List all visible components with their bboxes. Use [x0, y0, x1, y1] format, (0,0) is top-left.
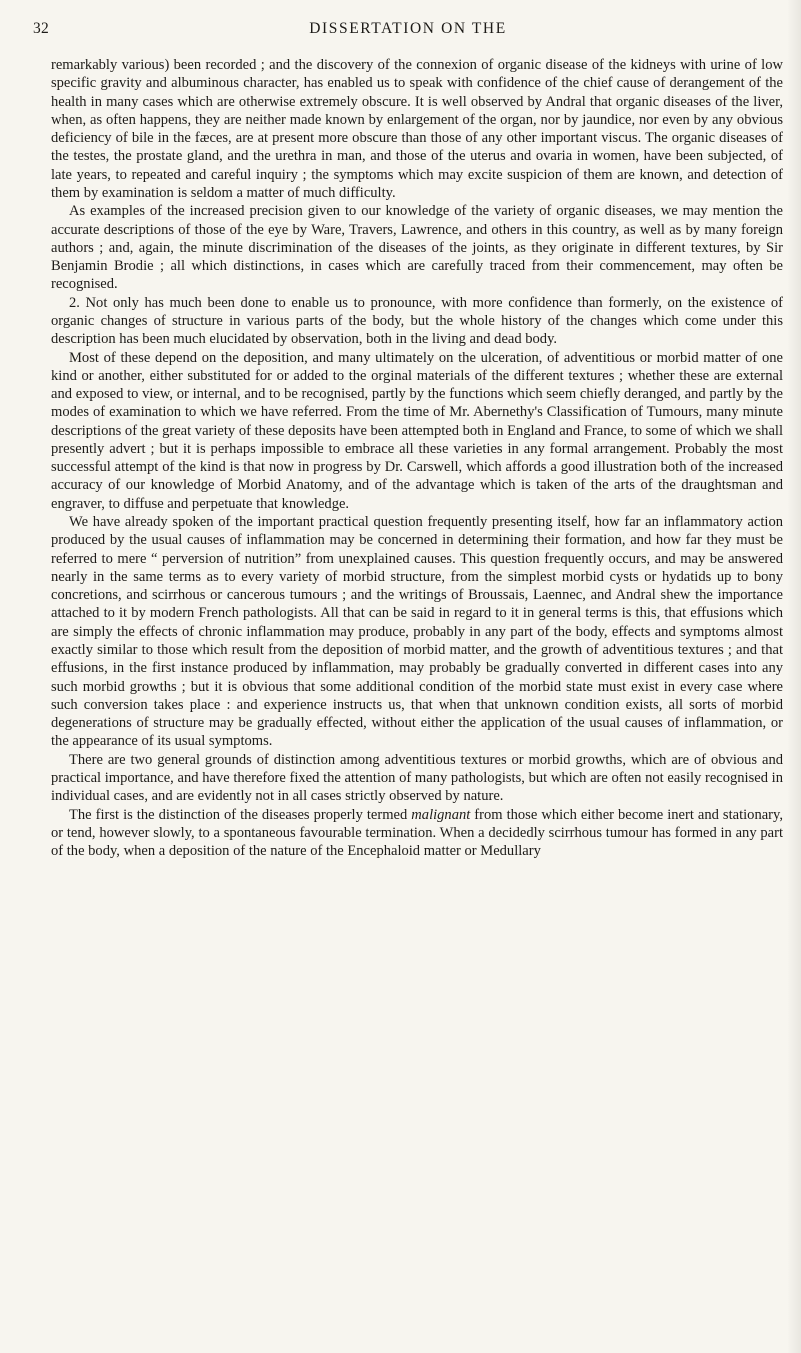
paragraph-6: There are two general grounds of distinction among adventitious textures or morbid growths, which are of obvious and practical importance, and have therefore fixed the attention of many pathologists, but which are often not easily recognised in individual cases, and are evidently not in all cases strictly observed by nature.	[51, 751, 783, 805]
paragraph-3: 2. Not only has much been done to enable us to pronounce, with more confidence than formerly, on the existence of organic changes of structure in various parts of the body, but the whole history of the changes which come under this description has been much elucidated by observation, both in the living and dead body.	[51, 294, 783, 348]
paragraph-4: Most of these depend on the deposition, and many ultimately on the ulceration, of adventitious or morbid matter of one kind or another, either substituted for or added to the orginal materials of the different textures ; whether these are external and exposed to view, or internal, and to be recognised, partly by the functions which seem chiefly deranged, and partly by the modes of examination to which we have referred. From the time of Mr. Abernethy's Classification of Tumours, many minute descriptions of the great variety of these deposits have been attempted both in England and France, to some of which we shall presently advert ; but it is perhaps impossible to embrace all these varieties in any formal arrangement. Probably the most successful attempt of the kind is that now in progress by Dr. Carswell, which affords a good illustration both of the increased accuracy of our knowledge of Morbid Anatomy, and of the advantage which is taken of the arts of the draughtsman and engraver, to diffuse and perpetuate that knowledge.	[51, 349, 783, 512]
paragraph-7-end: from those which either become inert and stationary, or tend, however slowly, to a spontaneous favourable termination. When a decidedly scirrhous tumour has formed in any part of the body, when a deposition of the nature of the Encephaloid matter or Medullary	[51, 806, 783, 860]
paragraph-2: As examples of the increased precision given to our knowledge of the variety of organic diseases, we may mention the accurate descriptions of those of the eye by Ware, Travers, Lawrence, and others in this country, as well as by many foreign authors ; and, again, the minute discrimination of the diseases of the joints, as they originate in different textures, by Sir Benjamin Brodie ; all which distinctions, in cases which are carefully traced from their commencement, may often be recognised.	[51, 203, 783, 293]
paragraph-7	[51, 806, 783, 861]
paragraph-7-start: The first is the distinction of the diseases properly termed	[69, 806, 412, 823]
italic-term-malignant: malignant	[411, 806, 471, 823]
page-edge-shadow	[787, 0, 801, 1353]
page-header	[33, 20, 783, 42]
body-text	[51, 56, 783, 860]
page-number: 32	[33, 20, 50, 37]
paragraph-1: remarkably various) been recorded ; and the discovery of the connexion of organic disease of the kidneys with urine of low specific gravity and albuminous character, has enabled us to speak with confidence of the chief cause of derangement of the health in many cases which are otherwise extremely obscure. It is well observed by Andral that organic diseases of the liver, when, as often happens, they are neither made known by enlargement of the organ, nor by jaundice, nor even by any obvious deficiency of bile in the fæces, are at present more obscure than those of any other important viscus. The organic diseases of the testes, the prostate gland, and the urethra in man, and those of the uterus and ovaria in women, have been subjected, of late years, to repeated and careful inquiry ; the symptoms which may excite suspicion of them are known, and detection of them by examination is seldom a matter of much difficulty.	[51, 57, 783, 201]
paragraph-5: We have already spoken of the important practical question frequently presenting itself, how far an inflammatory action produced by the usual causes of inflammation may be concerned in determining their formation, and how far they must be referred to mere “ perversion of nutrition” from unexplained causes. This question frequently occurs, and may be answered nearly in the same terms as to every variety of morbid structure, from the simplest morbid cysts or hydatids up to bony concretions, and scirrhous or cancerous tumours ; and the writings of Broussais, Laennec, and Andral shew the importance attached to it by modern French pathologists. All that can be said in regard to it in general terms is this, that effusions which are simply the effects of chronic inflammation may produce, probably in any part of the body, effects and symptoms almost exactly similar to those which result from the deposition of morbid matter, and the growth of adventitious textures ; and that effusions, in the first instance produced by inflammation, may probably be gradually converted in different cases into any such morbid growths ; but it is obvious that some additional condition of the morbid state must exist in every case where such conversion takes place : and experience instructs us, that when that unknown condition exists, all sorts of morbid degenerations of structure may be gradually effected, without either the application of the usual causes of inflammation, or the appearance of its usual symptoms.	[51, 514, 783, 750]
running-title: DISSERTATION ON THE	[309, 20, 507, 37]
